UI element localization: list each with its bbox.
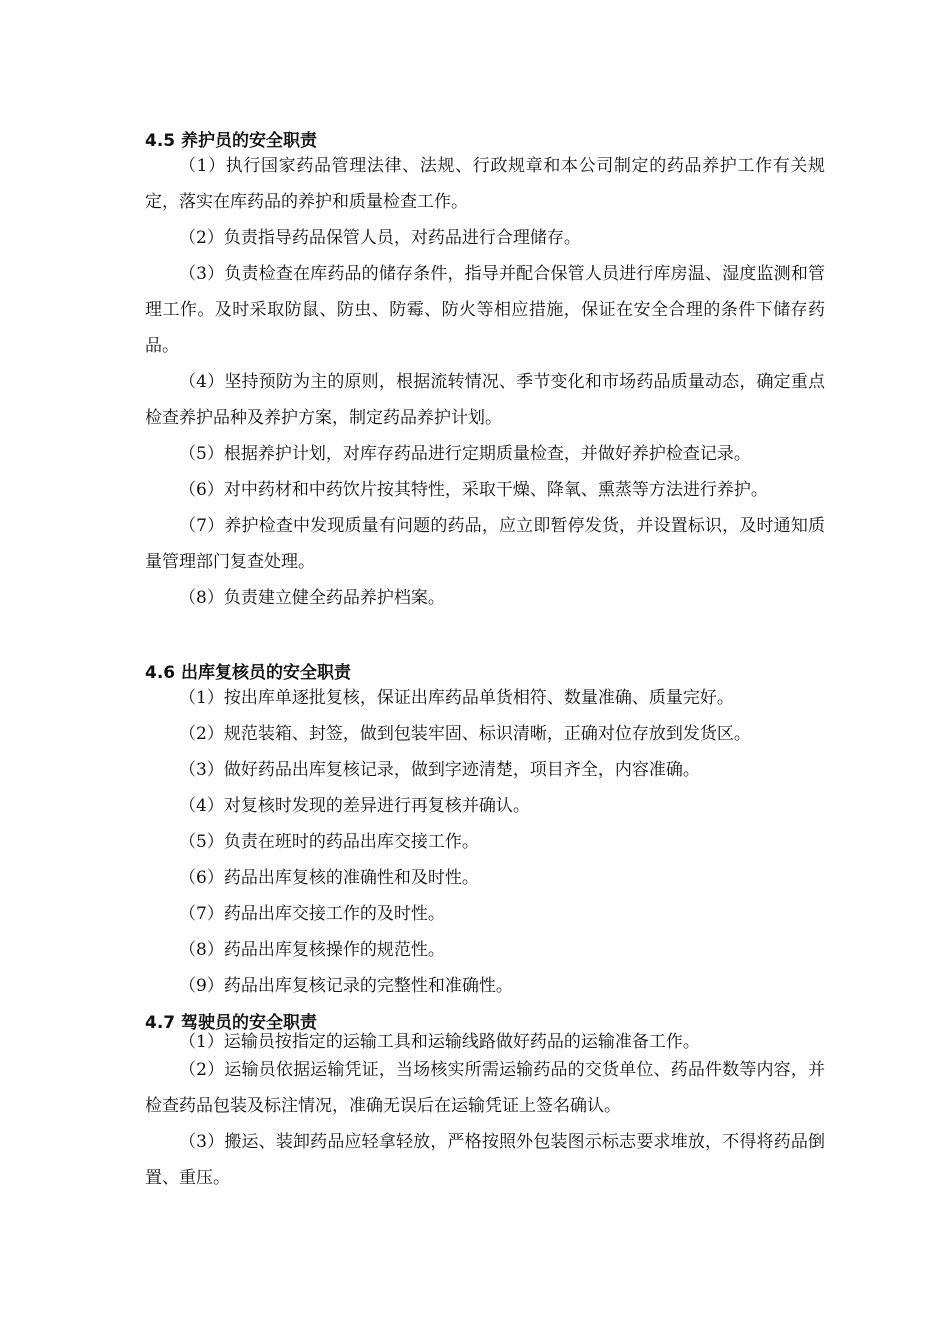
section-4-5 bbox=[145, 130, 825, 616]
section-4-7 bbox=[145, 1012, 825, 1196]
paragraph: （2）负责指导药品保管人员，对药品进行合理储存。 bbox=[179, 228, 581, 248]
paragraph: （8）药品出库复核操作的规范性。 bbox=[179, 940, 445, 960]
paragraph: （6）药品出库复核的准确性和及时性。 bbox=[179, 868, 479, 888]
section-heading: 4.6 出库复核员的安全职责 bbox=[145, 663, 352, 683]
paragraph: （3）搬运、装卸药品应轻拿轻放，严格按照外包装图示标志要求堆放，不得将药品倒置、重压。 bbox=[145, 1132, 825, 1188]
section-heading: 4.7 驾驶员的安全职责 bbox=[145, 1013, 318, 1033]
paragraph: （5）根据养护计划，对库存药品进行定期质量检查，并做好养护检查记录。 bbox=[179, 444, 751, 464]
paragraph: （4）对复核时发现的差异进行再复核并确认。 bbox=[179, 796, 530, 816]
section-heading: 4.5 养护员的安全职责 bbox=[145, 131, 318, 151]
paragraph: （5）负责在班时的药品出库交接工作。 bbox=[179, 832, 479, 852]
paragraph: （1）运输员按指定的运输工具和运输线路做好药品的运输准备工作。 bbox=[179, 1032, 700, 1052]
paragraph: （2）运输员依据运输凭证，当场核实所需运输药品的交货单位、药品件数等内容，并检查药品包装及标注情况，准确无误后在运输凭证上签名确认。 bbox=[145, 1060, 825, 1116]
paragraph: （9）药品出库复核记录的完整性和准确性。 bbox=[179, 976, 513, 996]
paragraph: （7）药品出库交接工作的及时性。 bbox=[179, 904, 445, 924]
paragraph: （8）负责建立健全药品养护档案。 bbox=[179, 588, 445, 608]
section-4-6 bbox=[145, 662, 825, 1004]
paragraph: （6）对中药材和中药饮片按其特性，采取干燥、降氧、熏蒸等方法进行养护。 bbox=[179, 480, 768, 500]
paragraph: （3）做好药品出库复核记录，做到字迹清楚，项目齐全，内容准确。 bbox=[179, 760, 700, 780]
paragraph: （1）按出库单逐批复核，保证出库药品单货相符、数量准确、质量完好。 bbox=[179, 688, 734, 708]
paragraph: （4）坚持预防为主的原则，根据流转情况、季节变化和市场药品质量动态，确定重点检查养护品种及养护方案，制定药品养护计划。 bbox=[145, 372, 825, 428]
paragraph: （2）规范装箱、封签，做到包装牢固、标识清晰，正确对位存放到发货区。 bbox=[179, 724, 751, 744]
paragraph: （3）负责检查在库药品的储存条件，指导并配合保管人员进行库房温、湿度监测和管理工作。及时采取防鼠、防虫、防霉、防火等相应措施，保证在安全合理的条件下储存药品。 bbox=[145, 264, 825, 356]
paragraph: （7）养护检查中发现质量有问题的药品，应立即暂停发货，并设置标识，及时通知质量管理部门复查处理。 bbox=[145, 516, 825, 572]
paragraph: （1）执行国家药品管理法律、法规、行政规章和本公司制定的药品养护工作有关规定，落实在库药品的养护和质量检查工作。 bbox=[145, 156, 825, 212]
